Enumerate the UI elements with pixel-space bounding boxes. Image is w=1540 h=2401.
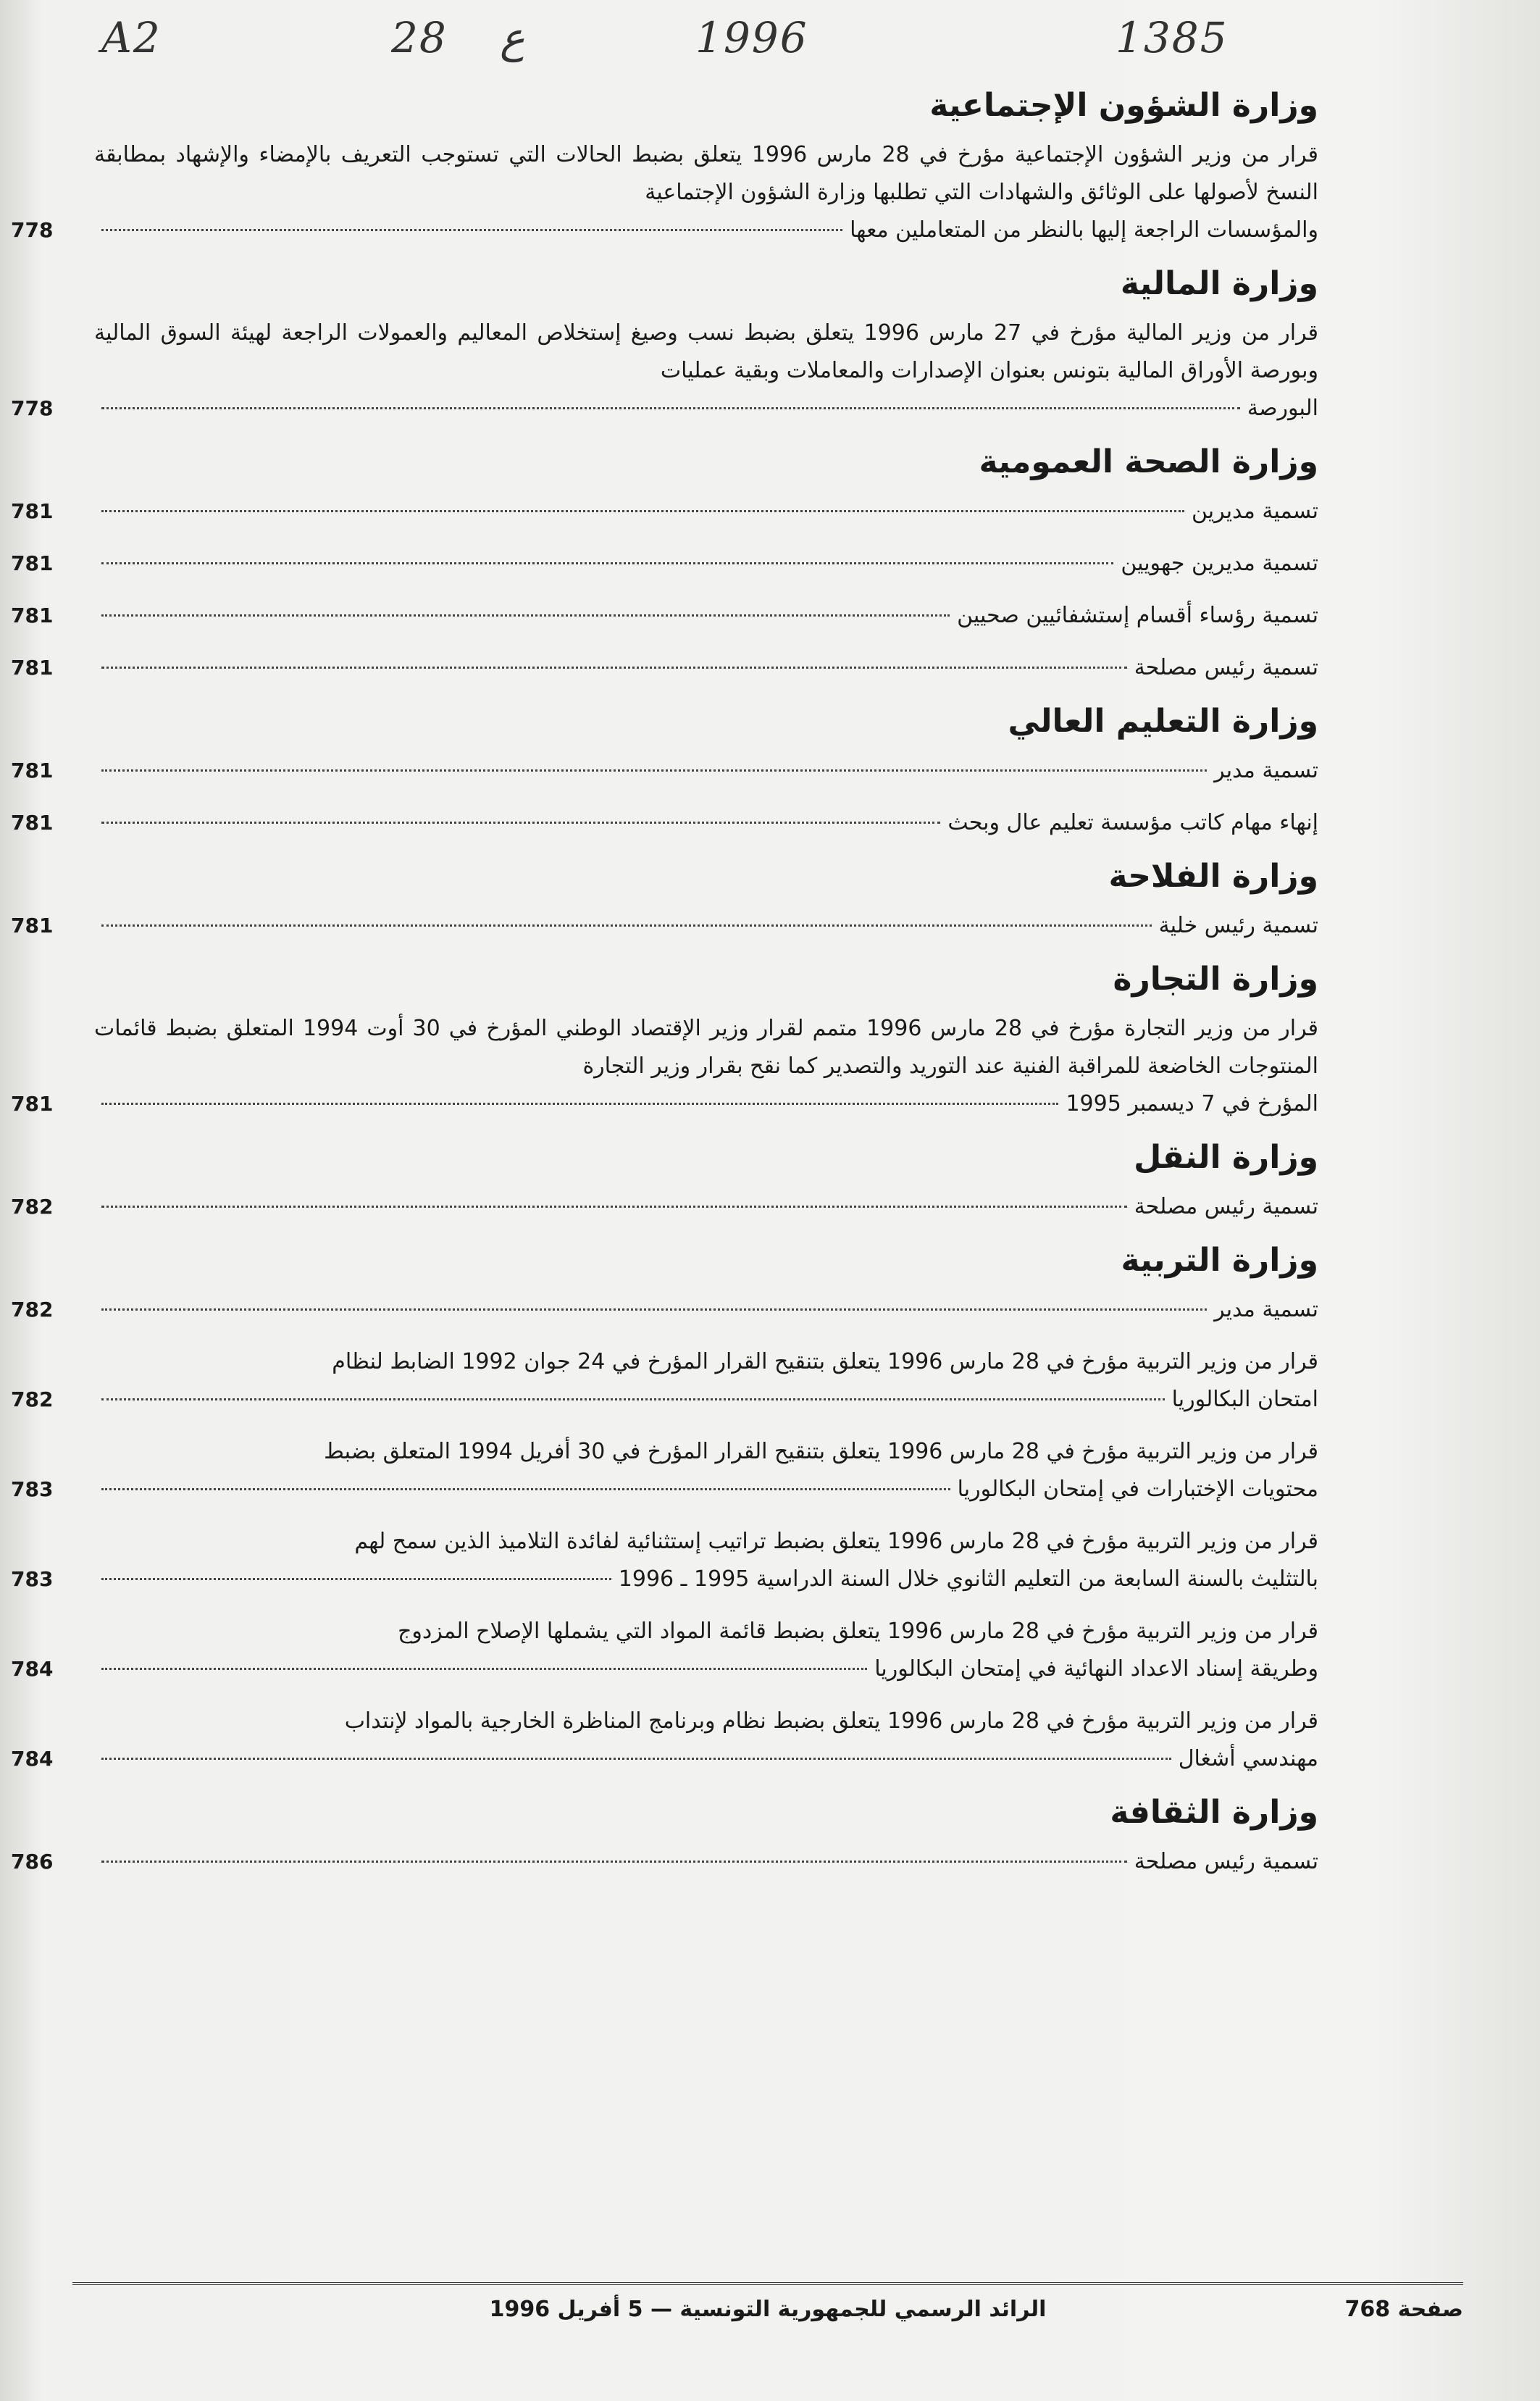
ministry-heading: وزارة المالية [1120,265,1318,302]
ministry-section [11,1137,1318,1226]
entry-title: تسمية مديرين جهويين [1121,551,1318,576]
entry-title: تسمية رئيس مصلحة [1134,655,1318,680]
entry-page-number: 781 [11,499,54,523]
entry-text-end: والمؤسسات الراجعة إليها بالنظر من المتعاملين معها [850,217,1318,243]
leader-dots [101,822,940,824]
toc-entry [11,136,1319,249]
ministry-heading: وزارة الصحة العمومية [979,443,1318,480]
entry-page-number: 784 [11,1657,54,1681]
toc-entry [11,1188,1318,1226]
entry-title: تسمية رؤساء أقسام إستشفائيين صحيين [957,603,1318,628]
entry-page-number: 783 [11,1567,54,1591]
entry-page-number: 781 [11,1092,54,1116]
entry-text: قرار من وزير التربية مؤرخ في 28 مارس 1996 يتعلق بتنقيح القرار المؤرخ في 24 جوان 1992 الضابط لنظام [332,1349,1318,1374]
entry-title: تسمية مدير [1214,758,1318,783]
ministry-section [11,1792,1318,1881]
toc-entry [11,1613,1318,1688]
entry-text-end: امتحان البكالوريا [1171,1387,1318,1412]
entry-title: تسمية رئيس خلية [1158,913,1318,938]
entry-page-number: 781 [11,811,54,835]
journal-title: الرائد الرسمي للجمهورية التونسية — 5 أفريل 1996 [489,2297,1047,2322]
entry-text: قرار من وزير المالية مؤرخ في 27 مارس 1996 يتعلق بضبط نسب وصيغ إستخلاص المعاليم والعمولات الراجعة لهيئة السوق المالية وبورصة الأوراق المالية بتونس بعنوان الإصدارات والمعاملات وبقية عمليات [94,320,1319,383]
leader-dots [101,1488,950,1490]
toc-entry [11,1433,1318,1508]
entry-text-end: وطريقة إسناد الاعداد النهائية في إمتحان البكالوريا [874,1656,1318,1682]
ministry-heading: وزارة التعليم العالي [1008,703,1318,740]
leader-dots [101,1758,1171,1760]
page-number: صفحة 768 [1344,2297,1463,2322]
toc-entry [11,493,1318,530]
entry-page-number: 782 [11,1195,54,1219]
toc-entry [11,804,1318,842]
toc-entry [11,1523,1318,1598]
leader-dots [101,407,1240,409]
entry-text: قرار من وزير التربية مؤرخ في 28 مارس 1996 يتعلق بتنقيح القرار المؤرخ في 30 أفريل 1994 المتعلق بضبط [324,1439,1318,1464]
toc-entry [11,649,1318,687]
leader-dots [101,1206,1127,1208]
entry-text: قرار من وزير التربية مؤرخ في 28 مارس 1996 يتعلق بضبط تراتيب إستثنائية لفائدة التلاميذ الذين سمح لهم [354,1529,1318,1554]
entry-title: تسمية رئيس مصلحة [1134,1194,1318,1219]
ministry-heading: وزارة الفلاحة [1108,858,1318,895]
table-of-contents [11,80,1319,1895]
entry-page-number: 782 [11,1298,54,1321]
toc-entry [11,1843,1318,1881]
leader-dots [101,1308,1207,1311]
entry-page-number: 781 [11,604,54,627]
handwritten-year: 1996 [695,13,808,62]
ministry-section [11,85,1319,249]
toc-entry [11,1343,1318,1419]
leader-dots [101,924,1152,927]
entry-page-number: 783 [11,1477,54,1501]
handwritten-num: 28 [391,13,448,62]
leader-dots [101,1861,1127,1863]
leader-dots [101,1578,611,1580]
entry-text: قرار من وزير التربية مؤرخ في 28 مارس 1996 يتعلق بضبط قائمة المواد التي يشملها الإصلاح المزدوج [398,1619,1318,1644]
leader-dots [101,510,1184,512]
leader-dots [101,562,1113,564]
entry-page-number: 778 [11,218,54,242]
leader-dots [101,769,1207,772]
leader-dots [101,229,842,231]
toc-entry [11,1291,1318,1329]
handwritten-number: 1385 [1116,13,1229,62]
toc-entry [11,545,1318,582]
leader-dots [101,667,1127,669]
toc-entry [11,752,1318,790]
entry-text-end: المؤرخ في 7 ديسمبر 1995 [1066,1091,1318,1116]
entry-title: تسمية رئيس مصلحة [1134,1849,1318,1874]
ministry-section [11,264,1319,427]
leader-dots [101,1398,1165,1400]
ministry-section [11,856,1318,945]
leader-dots [101,1103,1058,1105]
page-footer [72,2297,1463,2340]
toc-entry [11,1010,1319,1123]
entry-text-end: بالتثليث بالسنة السابعة من التعليم الثانوي خلال السنة الدراسية 1995 ـ 1996 [618,1566,1318,1592]
entry-text-end: محتويات الإختبارات في إمتحان البكالوريا [957,1477,1318,1502]
ministry-heading: وزارة التربية [1121,1242,1318,1279]
ministry-section [11,1240,1318,1778]
ministry-section [11,442,1318,687]
entry-text: قرار من وزير التجارة مؤرخ في 28 مارس 1996 متمم لقرار وزير الإقتصاد الوطني المؤرخ في 30 أوت 1994 المتعلق بضبط قائمات المنتوجات الخاضعة للمراقبة الفنية عند التوريد والتصدير كما نقح بقرار وزير التجارة [94,1016,1319,1079]
entry-page-number: 781 [11,656,54,680]
entry-title: إنهاء مهام كاتب مؤسسة تعليم عال وبحث [947,810,1318,835]
ministry-heading: وزارة الشؤون الإجتماعية [929,87,1318,124]
entry-page-number: 786 [11,1850,54,1874]
toc-entry [11,907,1318,945]
entry-text: قرار من وزير التربية مؤرخ في 28 مارس 1996 يتعلق بضبط نظام وبرنامج المناظرة الخارجية بالمواد لإنتداب [344,1708,1318,1734]
ministry-heading: وزارة النقل [1134,1139,1318,1176]
leader-dots [101,614,950,617]
entry-page-number: 781 [11,914,54,938]
entry-page-number: 782 [11,1387,54,1411]
handwritten-ref: A2 [101,13,162,62]
toc-entry [11,1703,1318,1778]
entry-title: تسمية مديرين [1191,498,1318,524]
handwritten-letter: ع [500,13,525,62]
footer-divider [72,2282,1463,2285]
entry-page-number: 778 [11,396,54,420]
entry-page-number: 781 [11,759,54,782]
entry-text-end: البورصة [1247,396,1318,421]
ministry-section [11,701,1318,842]
toc-entry [11,314,1319,427]
entry-page-number: 781 [11,551,54,575]
entry-text: قرار من وزير الشؤون الإجتماعية مؤرخ في 28 مارس 1996 يتعلق بضبط الحالات التي تستوجب التعريف بالإمضاء والإشهاد بمطابقة النسخ لأصولها على الوثائق والشهادات التي تطلبها وزارة الشؤون الإجتماعية [94,142,1319,205]
entry-title: تسمية مدير [1214,1297,1318,1322]
toc-entry [11,597,1318,635]
ministry-heading: وزارة الثقافة [1110,1794,1318,1831]
ministry-section [11,959,1319,1123]
leader-dots [101,1668,867,1670]
ministry-heading: وزارة التجارة [1113,961,1318,998]
entry-page-number: 784 [11,1747,54,1771]
entry-text-end: مهندسي أشغال [1178,1746,1318,1771]
